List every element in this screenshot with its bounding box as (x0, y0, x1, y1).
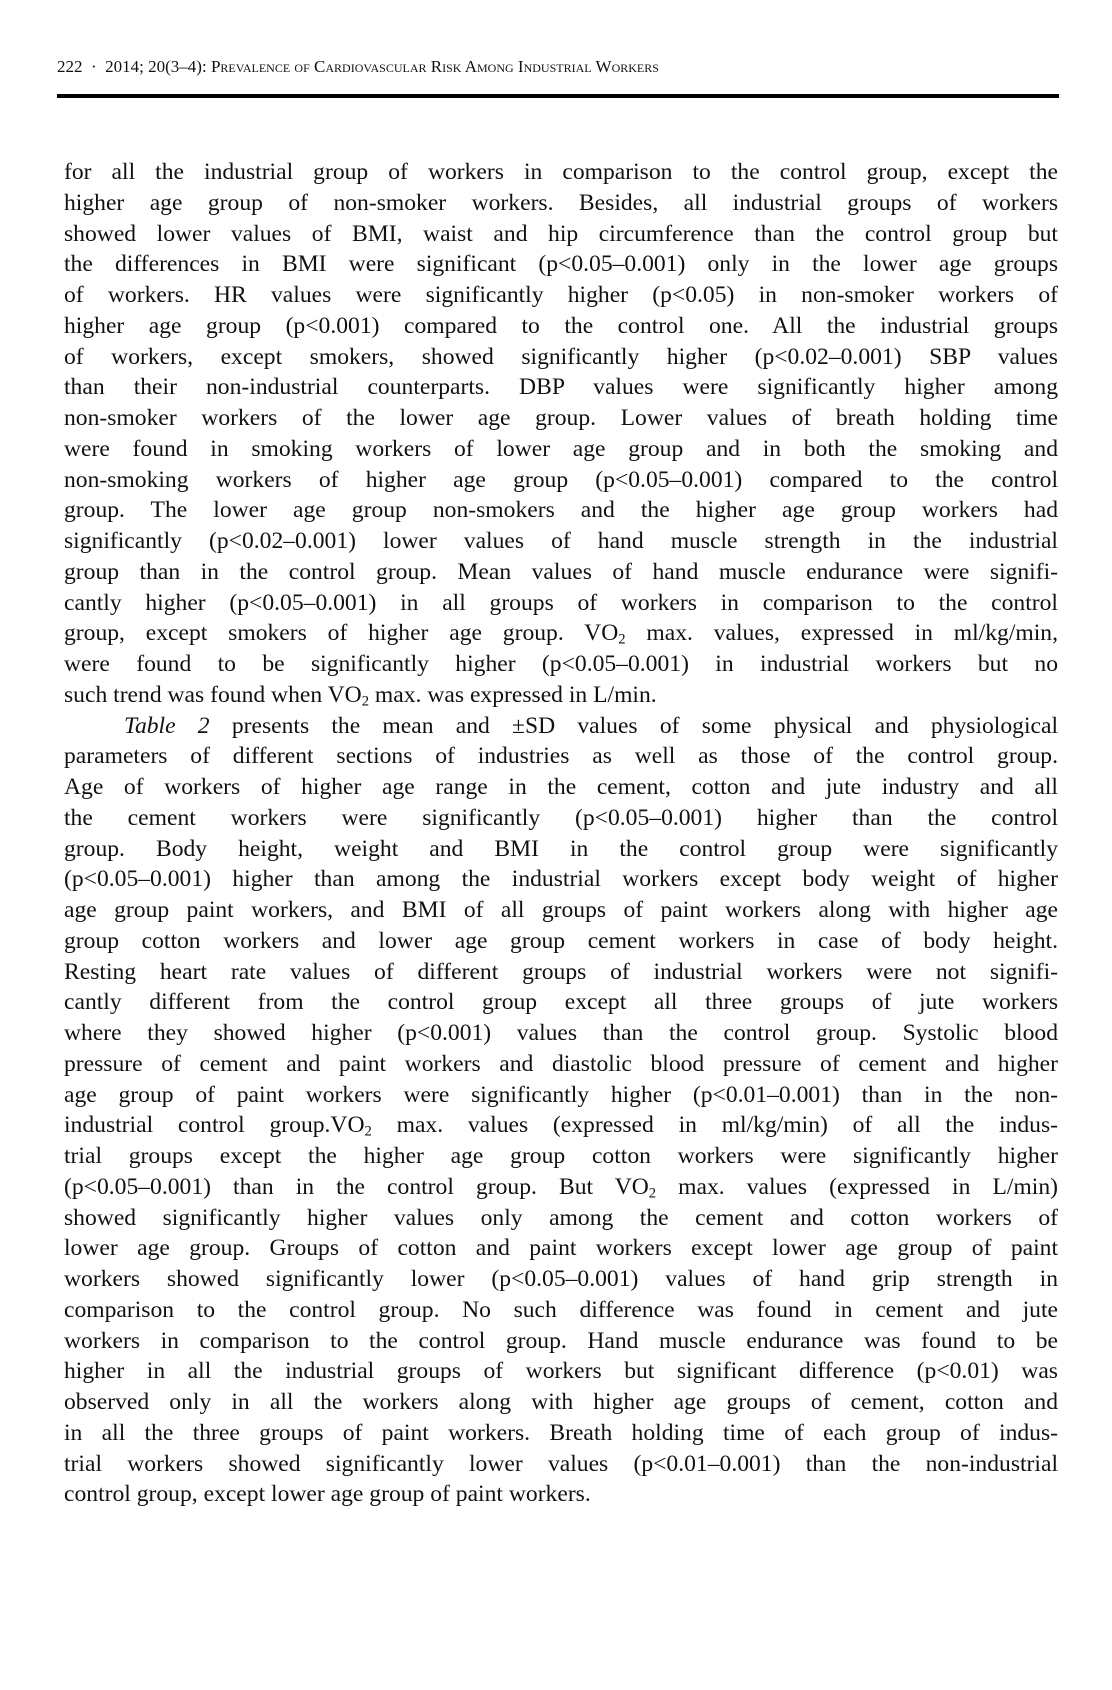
text-line: Resting heart rate values of different groups of industrial workers were not signifi- (64, 958, 1058, 985)
text-line: for all the industrial group of workers in comparison to the control group, except the (64, 159, 1058, 185)
text-line: pressure of cement and paint workers and diastolic blood pressure of cement and higher (64, 1050, 1058, 1077)
paragraph (64, 711, 1058, 1511)
text-line: non-smoker workers of the lower age group. Lower values of breath holding time (64, 405, 1058, 431)
text-line: the differences in BMI were significant (p<0.05–0.001) only in the lower age groups (64, 251, 1058, 278)
text-line: higher in all the industrial groups of workers but significant difference (p<0.01) was (64, 1358, 1058, 1385)
text-line: higher age group (p<0.001) compared to the control one. All the industrial groups (64, 312, 1058, 339)
text-line: parameters of different sections of industries as well as those of the control group. (64, 743, 1058, 770)
text-line: age group of paint workers were significantly higher (p<0.01–0.001) than in the non- (64, 1081, 1058, 1108)
text-line: where they showed higher (p<0.001) values than the control group. Systolic blood (64, 1020, 1058, 1046)
text-line: in all the three groups of paint workers. Breath holding time of each group of indus- (64, 1419, 1058, 1446)
page-number: 222 (57, 57, 83, 76)
text-line: (p<0.05–0.001) than in the control group. But $VO_2$ max. values (expressed in L/min) (64, 1173, 1058, 1202)
table-reference: Table 2 (124, 712, 210, 739)
running-header (57, 57, 1059, 77)
text-line: such trend was found when $VO_2$ max. was expressed in L/min. (64, 681, 657, 710)
text-line: of workers, except smokers, showed significantly higher (p<0.02–0.001) SBP values (64, 343, 1058, 370)
article-body (64, 157, 1058, 1510)
text-line: showed significantly higher values only among the cement and cotton workers of (64, 1204, 1058, 1231)
text-line: group. The lower age group non-smokers and the higher age group workers had (64, 497, 1058, 524)
text-line: trial groups except the higher age group cotton workers were significantly higher (64, 1143, 1058, 1169)
text-line: cantly higher (p<0.05–0.001) in all groups of workers in comparison to the control (64, 589, 1058, 616)
text-line: trial workers showed significantly lower values (p<0.01–0.001) than the non-industrial (64, 1450, 1058, 1477)
text-line: the cement workers were significantly (p<0.05–0.001) higher than the control (64, 804, 1058, 831)
text-line: than their non-industrial counterparts. DBP values were significantly higher among (64, 374, 1058, 401)
text-line: workers showed significantly lower (p<0.05–0.001) values of hand grip strength in (64, 1266, 1058, 1292)
text-line: showed lower values of BMI, waist and hip circumference than the control group but (64, 220, 1058, 247)
text-line: observed only in all the workers along with higher age groups of cement, cotton and (64, 1389, 1058, 1415)
text-line: non-smoking workers of higher age group (p<0.05–0.001) compared to the control (64, 466, 1058, 493)
text-line: (p<0.05–0.001) higher than among the industrial workers except body weight of higher (64, 866, 1058, 893)
text-line: control group, except lower age group of paint workers. (64, 1481, 591, 1508)
header-separator: · (91, 57, 97, 76)
text-line: group, except smokers of higher age group. $VO_2$ max. values, expressed in ml/kg/min, (64, 620, 1058, 648)
text-line: Age of workers of higher age range in the cement, cotton and jute industry and all (64, 774, 1058, 800)
text-line: group than in the control group. Mean values of hand muscle endurance were signifi- (64, 558, 1058, 585)
text-line: lower age group. Groups of cotton and paint workers except lower age group of paint (64, 1235, 1058, 1262)
text-line: were found in smoking workers of lower age group and in both the smoking and (64, 435, 1058, 462)
text-line: higher age group of non-smoker workers. Besides, all industrial groups of workers (64, 189, 1058, 216)
paragraph (64, 157, 1058, 711)
text-line: industrial control $group.VO_2$ max. values (expressed in ml/kg/min) of all the indus- (64, 1112, 1058, 1140)
text-line: significantly (p<0.02–0.001) lower values of hand muscle strength in the industrial (64, 528, 1058, 554)
running-title: Prevalence of Cardiovascular Risk Among Industrial Workers (210, 57, 659, 76)
subscript: 2 (648, 1185, 657, 1202)
header-rule (57, 94, 1059, 98)
text-line: comparison to the control group. No such difference was found in cement and jute (64, 1296, 1058, 1323)
journal-citation: 2014; 20(3–4): (105, 57, 207, 76)
text-line: group cotton workers and lower age group cement workers in case of body height. (64, 927, 1058, 954)
text-line: workers in comparison to the control group. Hand muscle endurance was found to be (64, 1327, 1058, 1354)
text-line: were found to be significantly higher (p<0.05–0.001) in industrial workers but no (64, 651, 1058, 677)
text-line: Table 2 presents the mean and ±SD values of some physical and physiological (124, 712, 1059, 739)
text-line: age group paint workers, and BMI of all groups of paint workers along with higher age (64, 897, 1058, 923)
text-line: group. Body height, weight and BMI in the control group were significantly (64, 835, 1058, 862)
subscript: 2 (361, 693, 370, 710)
subscript: 2 (618, 631, 626, 648)
subscript: 2 (364, 1123, 372, 1140)
text-line: cantly different from the control group except all three groups of jute workers (64, 989, 1058, 1016)
text-line: of workers. HR values were significantly higher (p<0.05) in non-smoker workers of (64, 282, 1058, 308)
